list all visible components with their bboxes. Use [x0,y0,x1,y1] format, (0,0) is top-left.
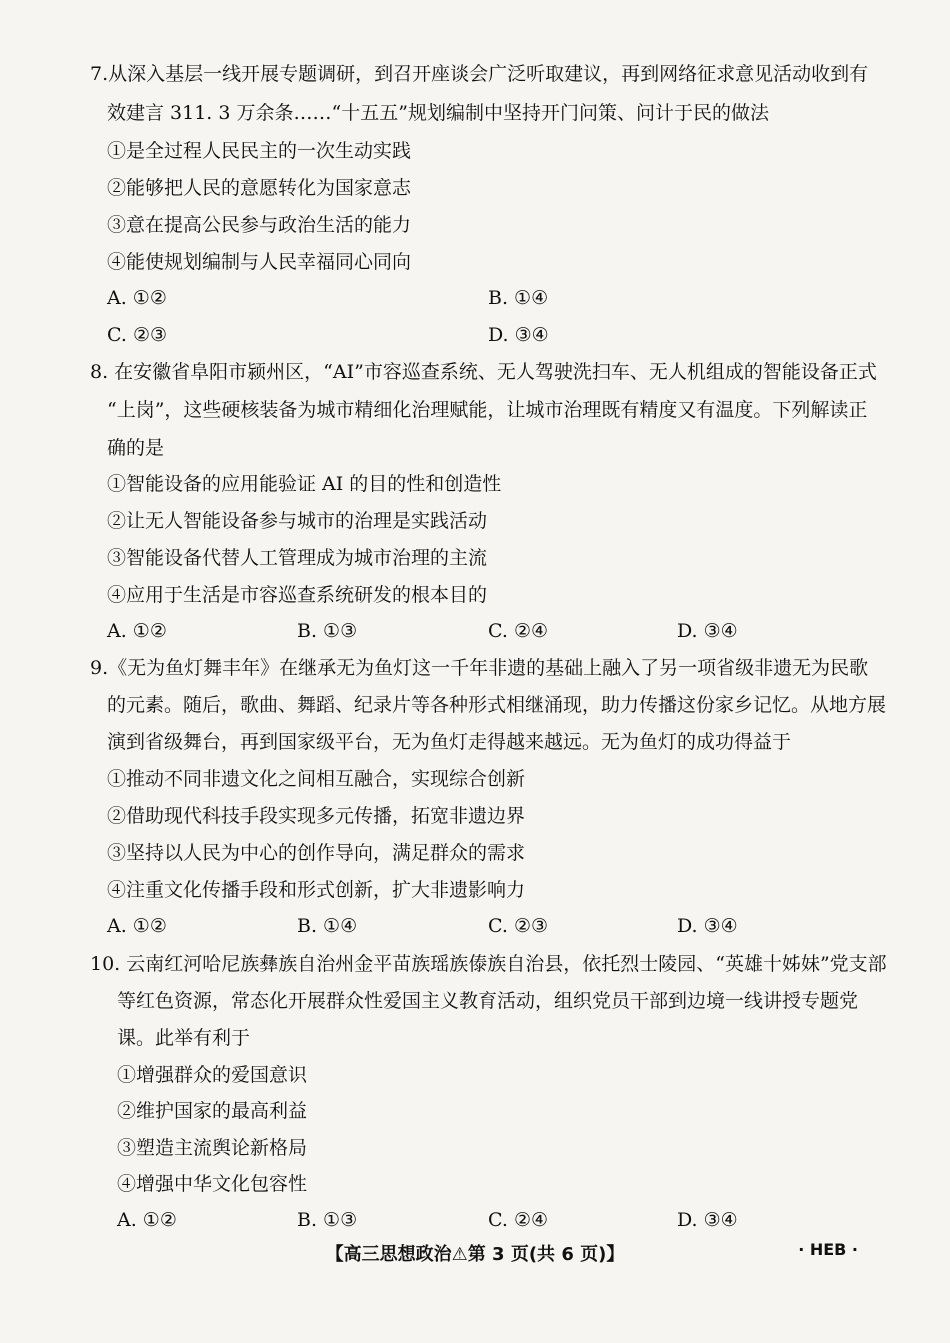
q9-stem-line-3: 演到省级舞台，再到国家级平台，无为鱼灯走得越来越远。无为鱼灯的成功得益于 [107,731,792,753]
q8-item-2: ②让无人智能设备参与城市的治理是实践活动 [107,510,488,532]
q9-option-b: B. ①④ [297,915,358,937]
exam-code: · HEB · [798,1240,858,1259]
q7-stem-line-1: 7.从深入基层一线开展专题调研，到召开座谈会广泛听取建议，再到网络征求意见活动收到有 [90,63,869,85]
q7-item-4: ④能使规划编制与人民幸福同心同向 [107,251,412,273]
q9-item-3: ③坚持以人民为中心的创作导向，满足群众的需求 [107,842,526,864]
q8-option-a: A. ①② [107,620,167,642]
q7-option-d: D. ③④ [488,324,549,346]
q9-stem-line-2: 的元素。随后，歌曲、舞蹈、纪录片等各种形式相继涌现，助力传播这份家乡记忆。从地方展 [107,694,887,716]
q10-option-d: D. ③④ [677,1209,738,1231]
q8-item-1: ①智能设备的应用能验证 AI 的目的性和创造性 [107,473,502,495]
q7-item-3: ③意在提高公民参与政治生活的能力 [107,214,412,236]
q7-item-2: ②能够把人民的意愿转化为国家意志 [107,177,412,199]
q7-option-a: A. ①② [107,287,167,309]
q7-option-c: C. ②③ [107,324,168,346]
q9-item-1: ①推动不同非遗文化之间相互融合，实现综合创新 [107,768,526,790]
page-footer: 【高三思想政治⚠第 3 页(共 6 页)】 [325,1244,625,1265]
q8-stem-line-2: “上岗”，这些硬核装备为城市精细化治理赋能，让城市治理既有精度又有温度。下列解读正 [107,399,868,421]
q8-option-c: C. ②④ [488,620,549,642]
q9-option-a: A. ①② [107,915,167,937]
q8-item-4: ④应用于生活是市容巡查系统研发的根本目的 [107,584,488,606]
q10-item-2: ②维护国家的最高利益 [117,1100,308,1122]
q7-stem-line-2: 效建言 311. 3 万余条……“十五五”规划编制中坚持开门问策、问计于民的做法 [107,102,769,124]
q10-stem-line-3: 课。此举有利于 [117,1027,251,1049]
q9-option-c: C. ②③ [488,915,549,937]
q8-option-b: B. ①③ [297,620,358,642]
q10-item-1: ①增强群众的爱国意识 [117,1064,308,1086]
q9-item-2: ②借助现代科技手段实现多元传播，拓宽非遗边界 [107,805,526,827]
q8-stem-line-3: 确的是 [107,437,165,459]
q10-option-c: C. ②④ [488,1209,549,1231]
q7-item-1: ①是全过程人民民主的一次生动实践 [107,140,412,162]
q10-stem-line-2: 等红色资源，常态化开展群众性爱国主义教育活动，组织党员干部到边境一线讲授专题党 [117,990,859,1012]
q7-option-b: B. ①④ [488,287,549,309]
q10-option-a: A. ①② [117,1209,177,1231]
q9-stem-line-1: 9.《无为鱼灯舞丰年》在继承无为鱼灯这一千年非遗的基础上融入了另一项省级非遗无为民歌 [90,657,869,679]
q9-option-d: D. ③④ [677,915,738,937]
q10-option-b: B. ①③ [297,1209,358,1231]
q8-stem-line-1: 8. 在安徽省阜阳市颍州区，“AI”市容巡查系统、无人驾驶洗扫车、无人机组成的智能设备正式 [90,361,877,383]
q8-item-3: ③智能设备代替人工管理成为城市治理的主流 [107,547,488,569]
q10-stem-line-1: 10. 云南红河哈尼族彝族自治州金平苗族瑶族傣族自治县，依托烈士陵园、“英雄十姊妹”党支部 [90,953,887,975]
q9-item-4: ④注重文化传播手段和形式创新，扩大非遗影响力 [107,879,526,901]
q10-item-4: ④增强中华文化包容性 [117,1173,308,1195]
q10-item-3: ③塑造主流舆论新格局 [117,1137,308,1159]
q8-option-d: D. ③④ [677,620,738,642]
